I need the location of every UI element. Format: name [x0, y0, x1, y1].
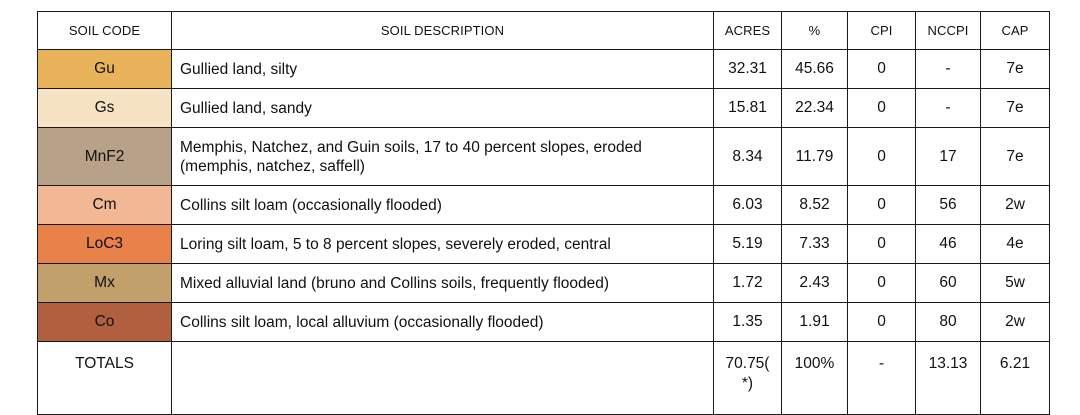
- header-percent: %: [782, 12, 848, 50]
- acres-cell: 1.35: [714, 303, 782, 342]
- nccpi-cell: -: [916, 89, 981, 128]
- soil-table: [37, 11, 1050, 415]
- header-acres: ACRES: [714, 12, 782, 50]
- cap-cell: 5w: [981, 264, 1050, 303]
- soil-code-cell: Co: [38, 303, 172, 342]
- nccpi-cell: 60: [916, 264, 981, 303]
- soil-description-cell: Collins silt loam, local alluvium (occasionally flooded): [172, 303, 714, 342]
- cpi-cell: 0: [848, 50, 916, 89]
- acres-cell: 1.72: [714, 264, 782, 303]
- nccpi-cell: 56: [916, 186, 981, 225]
- header-cap: CAP: [981, 12, 1050, 50]
- cap-cell: 7e: [981, 50, 1050, 89]
- cap-cell: 2w: [981, 186, 1050, 225]
- totals-row: [38, 342, 1050, 415]
- nccpi-cell: -: [916, 50, 981, 89]
- header-soil-code: SOIL CODE: [38, 12, 172, 50]
- acres-cell: 6.03: [714, 186, 782, 225]
- table-row: [38, 50, 1050, 89]
- cpi-cell: 0: [848, 303, 916, 342]
- header-soil-description: SOIL DESCRIPTION: [172, 12, 714, 50]
- header-nccpi: NCCPI: [916, 12, 981, 50]
- soil-code-cell: LoC3: [38, 225, 172, 264]
- soil-code-cell: Cm: [38, 186, 172, 225]
- acres-cell: 8.34: [714, 128, 782, 186]
- cpi-cell: 0: [848, 264, 916, 303]
- acres-cell: 5.19: [714, 225, 782, 264]
- totals-cpi-cell: -: [848, 342, 916, 415]
- percent-cell: 7.33: [782, 225, 848, 264]
- soil-description-cell: Collins silt loam (occasionally flooded): [172, 186, 714, 225]
- totals-label: TOTALS: [38, 342, 172, 415]
- cpi-cell: 0: [848, 225, 916, 264]
- table-row: [38, 225, 1050, 264]
- percent-cell: 45.66: [782, 50, 848, 89]
- acres-cell: 15.81: [714, 89, 782, 128]
- percent-cell: 8.52: [782, 186, 848, 225]
- cap-cell: 7e: [981, 89, 1050, 128]
- soil-code-cell: Gu: [38, 50, 172, 89]
- header-cpi: CPI: [848, 12, 916, 50]
- totals-cap-cell: 6.21: [981, 342, 1050, 415]
- nccpi-cell: 80: [916, 303, 981, 342]
- nccpi-cell: 46: [916, 225, 981, 264]
- soil-description-cell: Gullied land, silty: [172, 50, 714, 89]
- table-row: [38, 303, 1050, 342]
- totals-acres-cell: 70.75( *): [714, 342, 782, 415]
- soil-description-cell: Memphis, Natchez, and Guin soils, 17 to 40 percent slopes, eroded (memphis, natchez, saffell): [172, 128, 714, 186]
- cpi-cell: 0: [848, 186, 916, 225]
- acres-cell: 32.31: [714, 50, 782, 89]
- table-row: [38, 89, 1050, 128]
- cap-cell: 4e: [981, 225, 1050, 264]
- soil-code-cell: Mx: [38, 264, 172, 303]
- cap-cell: 2w: [981, 303, 1050, 342]
- table-row: [38, 264, 1050, 303]
- totals-percent-cell: 100%: [782, 342, 848, 415]
- totals-nccpi-cell: 13.13: [916, 342, 981, 415]
- totals-description-cell: [172, 342, 714, 415]
- soil-description-cell: Loring silt loam, 5 to 8 percent slopes, severely eroded, central: [172, 225, 714, 264]
- cpi-cell: 0: [848, 89, 916, 128]
- cpi-cell: 0: [848, 128, 916, 186]
- nccpi-cell: 17: [916, 128, 981, 186]
- cap-cell: 7e: [981, 128, 1050, 186]
- header-row: [38, 12, 1050, 50]
- soil-code-cell: Gs: [38, 89, 172, 128]
- table-row: [38, 186, 1050, 225]
- soil-description-cell: Mixed alluvial land (bruno and Collins soils, frequently flooded): [172, 264, 714, 303]
- percent-cell: 22.34: [782, 89, 848, 128]
- soil-code-cell: MnF2: [38, 128, 172, 186]
- table-row: [38, 128, 1050, 186]
- percent-cell: 11.79: [782, 128, 848, 186]
- percent-cell: 2.43: [782, 264, 848, 303]
- percent-cell: 1.91: [782, 303, 848, 342]
- soil-description-cell: Gullied land, sandy: [172, 89, 714, 128]
